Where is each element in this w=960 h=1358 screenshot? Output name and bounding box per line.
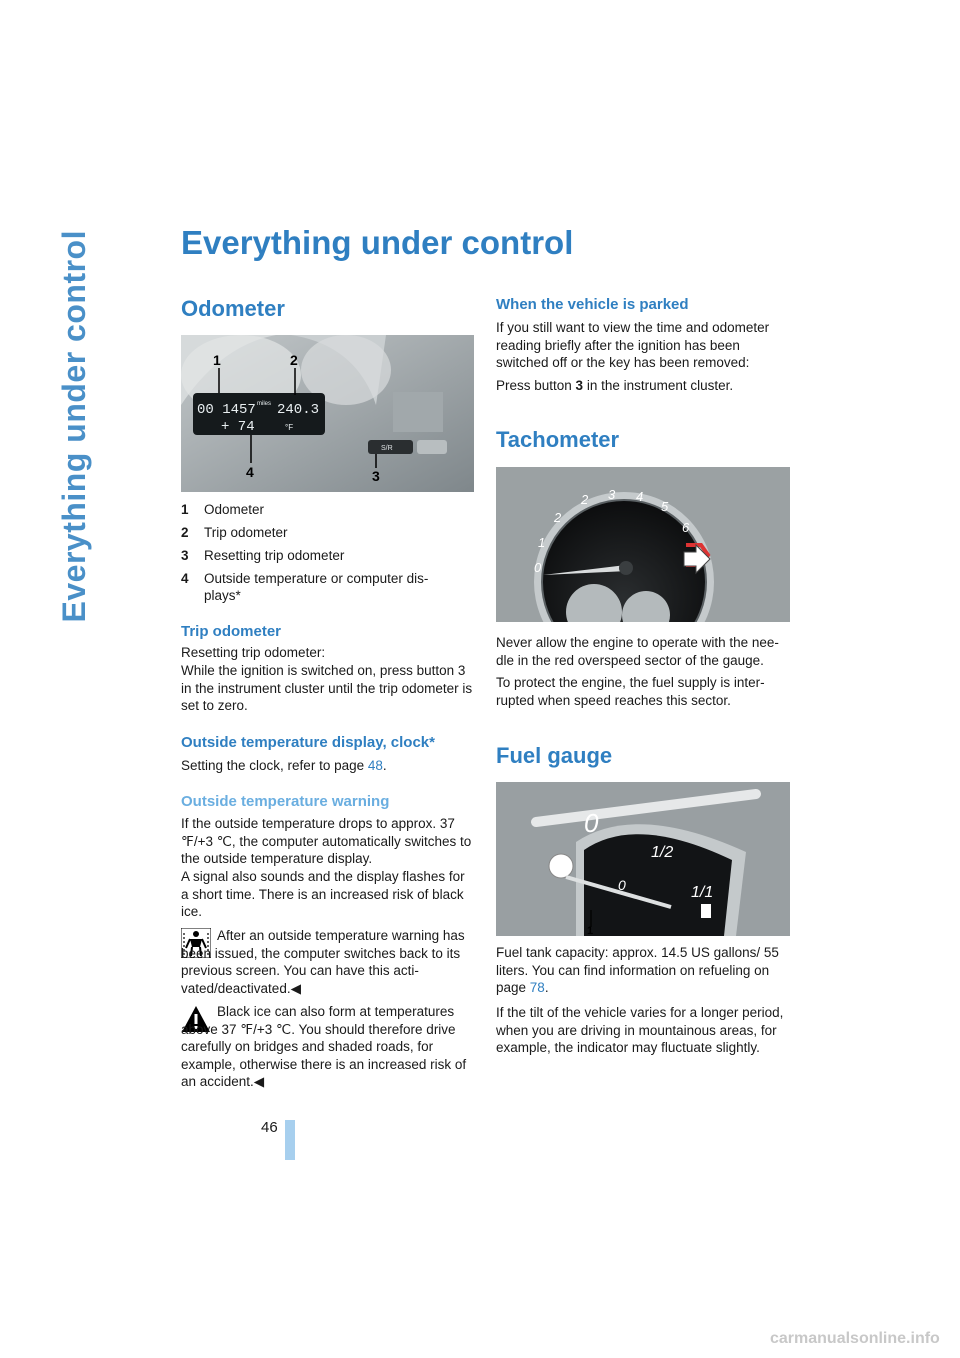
fuel-text-1: Fuel tank capacity: approx. 14.5 US gallons/ 55 liters. You can find information on refueling on page 78. — [496, 945, 779, 995]
trip-odometer-text-1: Resetting trip odometer: — [181, 645, 326, 660]
side-tab-title: Everything under control — [56, 230, 92, 623]
page-78-link[interactable]: 78 — [529, 980, 545, 995]
trip-readout: 240.3 — [277, 402, 320, 418]
tachometer-heading: Tachometer — [496, 427, 620, 452]
page-number: 46 — [261, 1119, 278, 1136]
trip-odometer-heading: Trip odometer — [181, 623, 282, 640]
fuel-callout-1: 1 — [587, 925, 594, 936]
outside-warning-text-1: If the outside temperature drops to approx. 37 ℉/+3 ℃, the computer automatically switches to the outside temperature display. — [181, 816, 472, 866]
fuel-text-2: If the tilt of the vehicle varies for a longer period, when you are driving in mountainous areas, for example, the indicator may fluctuate slightly. — [496, 1005, 784, 1055]
reset-button-label: S/R — [381, 445, 393, 452]
trip-odometer-text-2: While the ignition is switched on, press button 3 in the instrument cluster until the trip odometer is set to zero. — [181, 663, 473, 713]
outside-temp-text: Setting the clock, refer to page 48. — [181, 758, 387, 773]
callout-2: 2 — [290, 352, 298, 368]
tach-7: 6 — [682, 520, 690, 535]
callout-3: 3 — [372, 468, 380, 484]
fuel-gauge-heading: Fuel gauge — [496, 743, 613, 768]
page-bar — [285, 1120, 295, 1160]
tachometer-text-1: Never allow the engine to operate with the nee-dle in the red overspeed sector of the gauge. — [496, 635, 779, 668]
environment-note-text: After an outside temperature warning has been issued, the computer switches back to its previous screen. You can have this acti-vated/deactivated.◀ — [181, 928, 465, 996]
fuel-mark-0: 0 — [618, 877, 626, 893]
temperature-unit: °F — [285, 423, 294, 432]
temperature-readout: + 74 — [221, 419, 255, 435]
callout-1: 1 — [213, 352, 221, 368]
tach-5: 4 — [636, 489, 644, 504]
tachometer-text-2: To protect the engine, the fuel supply is inter-rupted when speed reaches this sector. — [496, 675, 765, 708]
parked-text-1: If you still want to view the time and odometer reading briefly after the ignition has been switched off or the key has been removed: — [496, 320, 770, 370]
odometer-miles-label: miles — [257, 401, 272, 407]
callout-4: 4 — [246, 464, 254, 480]
outside-temp-heading: Outside temperature display, clock* — [181, 734, 435, 751]
tach-0: 0 — [534, 560, 542, 575]
fuel-gauge-figure — [496, 782, 790, 936]
tach-3: 2 — [581, 492, 589, 507]
odometer-heading: Odometer — [181, 296, 285, 321]
fuel-mark-half: 1/2 — [651, 844, 674, 861]
warning-note-text: Black ice can also form at temperatures above 37 ℉/+3 ℃. You should therefore drive carefully on bridges and shaded roads, for example, otherwise there is an increased risk of an accident.◀ — [181, 1004, 467, 1089]
tach-2: 2 — [554, 510, 562, 525]
tach-1: 1 — [538, 535, 546, 550]
fuel-mark-top: 0 — [584, 808, 599, 838]
parked-heading: When the vehicle is parked — [496, 296, 689, 313]
tachometer-figure — [496, 467, 790, 622]
watermark: carmanualsonline.info — [770, 1330, 940, 1347]
page-48-link[interactable]: 48 — [367, 758, 383, 773]
parked-text-2: Press button 3 in the instrument cluster. — [496, 378, 734, 393]
page-title: Everything under control — [181, 224, 574, 261]
odometer-total-readout: 00 1457 — [197, 402, 256, 418]
tach-6: 5 — [661, 499, 669, 514]
outside-warning-text-2: A signal also sounds and the display flashes for a short time. There is an increased risk of black ice. — [181, 869, 465, 919]
fuel-mark-full: 1/1 — [691, 884, 714, 901]
outside-warning-heading: Outside temperature warning — [181, 793, 390, 810]
tach-4: 3 — [608, 487, 616, 502]
odometer-figure — [181, 335, 474, 492]
